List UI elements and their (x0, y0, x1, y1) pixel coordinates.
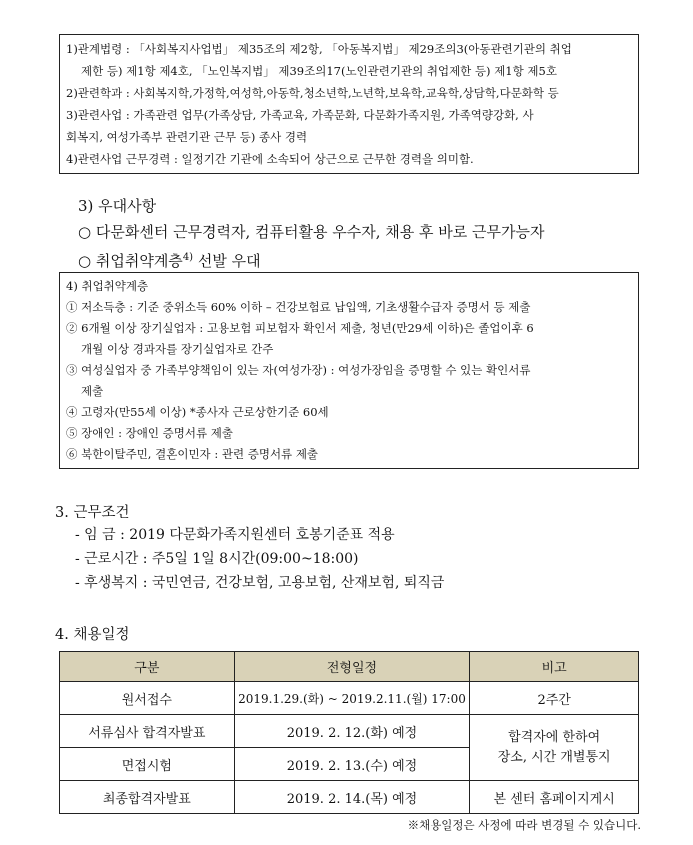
work-conditions-heading: 3. 근무조건 (55, 505, 130, 521)
definitions-box (59, 34, 639, 174)
table-header-row (60, 652, 639, 682)
preference-item: ○ 다문화센터 근무경력자, 컴퓨터활용 우수자, 채용 후 바로 근무가능자 (78, 223, 545, 241)
preference-item-main: ○ 취업취약계층 (78, 252, 183, 270)
definition-line: 3)관련사업 : 가족관련 업무(가족상담, 가족교육, 가족문화, 다문화가족지원, 가족역량강화, 사 (66, 108, 534, 122)
vulnerable-line: ⑥ 북한이탈주민, 결혼이민자 : 관련 증명서류 제출 (66, 447, 319, 461)
vulnerable-line: ② 6개월 이상 장기실업자 : 고용보험 피보험자 확인서 제출, 청년(만29세 이하)은 졸업이후 6 (66, 321, 534, 335)
row-category: 최종합격자발표 (60, 781, 235, 814)
schedule-table (59, 651, 639, 814)
preference-item (78, 245, 545, 274)
definition-line: 1)관계법령 : 「사회복지사업법」 제35조의 제2항, 「아동복지법」 제29조의3(아동관련기관의 취업 (66, 42, 572, 56)
work-conditions-list (75, 523, 444, 595)
preference-title: 3) 우대사항 (78, 197, 157, 215)
row-category: 서류심사 합격자발표 (60, 715, 235, 748)
row-category: 면접시험 (60, 748, 235, 781)
schedule-heading: 4. 채용일정 (55, 627, 130, 643)
table-row (60, 781, 639, 814)
preference-section (78, 193, 545, 274)
preference-item-tail: 선발 우대 (193, 252, 261, 270)
vulnerable-line: ⑤ 장애인 : 장애인 증명서류 제출 (66, 426, 233, 440)
hours-item: - 근로시간 : 주5일 1일 8시간(09:00~18:00) (75, 551, 359, 567)
schedule-footnote: ※채용일정은 사정에 따라 변경될 수 있습니다. (407, 818, 641, 832)
definition-line: 회복지, 여성가족부 관련기관 근무 등) 종사 경력 (66, 130, 308, 144)
definition-line: 제한 등) 제1항 제4호, 「노인복지법」 제39조의17(노인관련기관의 취업제한 등) 제1항 제5호 (81, 64, 557, 78)
row-note: 본 센터 홈페이지게시 (470, 781, 639, 814)
box-title: 4) 취업취약계층 (66, 279, 149, 293)
row-date: 2019.1.29.(화) ~ 2019.2.11.(월) 17:00 (234, 682, 470, 715)
header-note: 비고 (470, 652, 639, 682)
row-category: 원서접수 (60, 682, 235, 715)
table-row (60, 682, 639, 715)
row-date: 2019. 2. 13.(수) 예정 (234, 748, 470, 781)
vulnerable-line: 제출 (81, 384, 104, 398)
welfare-item: - 후생복지 : 국민연금, 건강보험, 고용보험, 산재보험, 퇴직금 (75, 575, 445, 591)
definition-line: 2)관련학과 : 사회복지학,가정학,여성학,아동학,청소년학,노년학,보육학,교육학,상담학,다문화학 등 (66, 86, 559, 100)
row-note: 2주간 (470, 682, 639, 715)
definition-line: 4)관련사업 근무경력 : 일정기간 기관에 소속되어 상근으로 근무한 경력을 의미함. (66, 152, 474, 166)
vulnerable-line: ① 저소득층 : 기준 중위소득 60% 이하 – 건강보험료 납입액, 기초생활수급자 증명서 등 제출 (66, 300, 531, 314)
header-date: 전형일정 (234, 652, 470, 682)
row-date: 2019. 2. 14.(목) 예정 (234, 781, 470, 814)
footnote-ref: 4) (182, 252, 194, 263)
header-category: 구분 (60, 652, 235, 682)
table-row (60, 715, 639, 748)
row-note: 합격자에 한하여 장소, 시간 개별통지 (470, 715, 639, 781)
vulnerable-line: 개월 이상 경과자를 장기실업자로 간주 (81, 342, 274, 356)
wage-item: - 임 금 : 2019 다문화가족지원센터 호봉기준표 적용 (75, 527, 395, 543)
vulnerable-line: ③ 여성실업자 중 가족부양책임이 있는 자(여성가장) : 여성가장임을 증명할 수 있는 확인서류 (66, 363, 531, 377)
vulnerable-line: ④ 고령자(만55세 이상) *종사자 근로상한기준 60세 (66, 405, 329, 419)
vulnerable-groups-box (59, 272, 639, 469)
row-date: 2019. 2. 12.(화) 예정 (234, 715, 470, 748)
